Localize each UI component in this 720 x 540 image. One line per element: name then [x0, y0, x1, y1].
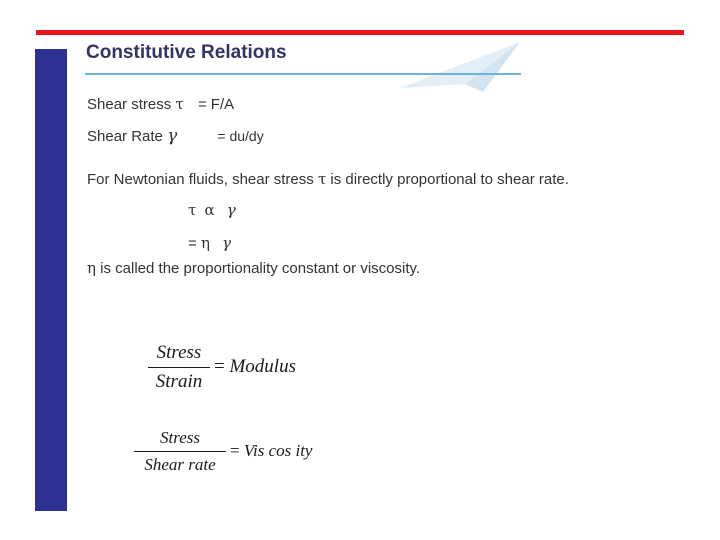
title-underline: [85, 73, 521, 75]
viscosity-sentence: [87, 259, 420, 277]
eq2-equals: =: [188, 235, 197, 252]
viscosity-denominator: Shear rate: [144, 455, 216, 474]
shear-stress-equation: = F/A: [197, 96, 235, 113]
modulus-denominator: Strain: [155, 371, 203, 392]
paper-plane-watermark-icon: [395, 36, 525, 96]
viscosity-fraction: [134, 428, 226, 475]
viscosity-text: is called the proportionality constant or viscosity.: [100, 260, 421, 277]
viscosity-result: Vis cos ity: [243, 441, 313, 460]
newtonian-sentence: [87, 170, 569, 188]
newtonian-sentence-start: For Newtonian fluids, shear stress: [87, 171, 314, 188]
viscosity-equation-line: [188, 234, 231, 252]
modulus-numerator: Stress: [148, 342, 210, 368]
side-accent-bar: [35, 49, 67, 511]
proportionality-line: [188, 201, 236, 219]
shear-rate-line: [87, 126, 264, 146]
gamma-symbol: γ: [167, 126, 178, 146]
shear-stress-label: Shear stress: [87, 96, 172, 113]
tau-symbol-inline: τ: [317, 170, 327, 188]
prop-tau: τ: [188, 201, 197, 219]
shear-rate-label: Shear Rate: [87, 128, 163, 145]
modulus-fraction: [148, 342, 210, 393]
modulus-equals: =: [214, 356, 225, 377]
eq2-gamma: γ: [222, 234, 232, 252]
eta-symbol: η: [200, 234, 210, 252]
modulus-equation: [148, 342, 328, 402]
modulus-rhs: [214, 356, 296, 378]
viscosity-ratio-equation: [134, 428, 334, 483]
newtonian-sentence-end: is directly proportional to shear rate.: [330, 171, 569, 188]
viscosity-equals: =: [230, 441, 240, 460]
viscosity-rhs: [230, 441, 312, 461]
viscosity-eta: η: [87, 259, 96, 277]
viscosity-numerator: Stress: [134, 428, 226, 452]
shear-stress-line: [87, 95, 234, 113]
slide-title: Constitutive Relations: [86, 42, 287, 63]
tau-symbol: τ: [175, 95, 184, 113]
top-accent-bar: [36, 30, 684, 35]
shear-rate-equation: = du/dy: [217, 128, 264, 144]
modulus-result: Modulus: [229, 356, 296, 377]
prop-gamma: γ: [226, 201, 236, 219]
prop-alpha: α: [204, 201, 215, 219]
